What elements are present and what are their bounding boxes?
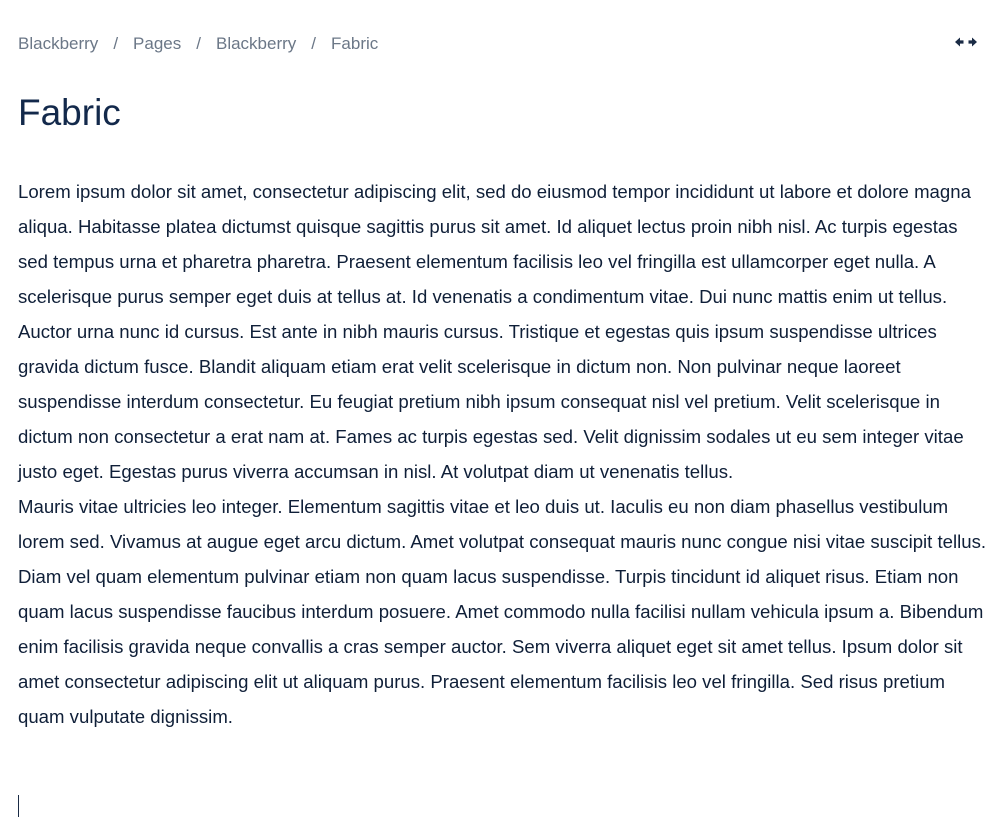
breadcrumb [18, 33, 378, 55]
page-title[interactable]: Fabric [18, 92, 121, 133]
breadcrumb-item-parent[interactable]: Blackberry [215, 34, 297, 53]
breadcrumb-separator: / [311, 34, 317, 53]
text-cursor [18, 795, 19, 817]
body-paragraph[interactable]: Mauris vitae ultricies leo integer. Elementum sagittis vitae et leo duis ut. Iaculis eu non diam phasellus vestibulum lorem sed. Vivamus at augue eget arcu dictum. Amet volutpat consequat mauris nunc congue nisi vitae suscipit tellus. Diam vel quam elementum pulvinar etiam non quam lacus suspendisse. Turpis tincidunt id aliquet risus. Etiam non quam lacus suspendisse faucibus interdum posuere. Amet commodo nulla facilisi nullam vehicula ipsum a. Bibendum enim facilisis gravida neque convallis a cras semper auctor. Sem viverra aliquet eget sit amet tellus. Ipsum dolor sit amet consectetur adipiscing elit ut aliquam purus. Praesent elementum facilisis leo vel fringilla. Sed risus pretium quam vulputate dignissim. [18, 496, 987, 727]
breadcrumb-item-pages[interactable]: Pages [133, 34, 182, 53]
breadcrumb-item-space[interactable]: Blackberry [18, 34, 99, 53]
body-paragraph[interactable]: Lorem ipsum dolor sit amet, consectetur adipiscing elit, sed do eiusmod tempor incididunt ut labore et dolore magna aliqua. Habitasse platea dictumst quisque sagittis purus sit amet. Id aliquet lectus proin nibh nisl. Ac turpis egestas sed tempus urna et pharetra pharetra. Praesent elementum facilisis leo vel fringilla est ullamcorper eget nulla. A scelerisque purus semper eget duis at tellus at. Id venenatis a condimentum vitae. Dui nunc mattis enim ut tellus. Auctor urna nunc id cursus. Est ante in nibh mauris cursus. Tristique et egestas quis ipsum suspendisse ultrices gravida dictum fusce. Blandit aliquam etiam erat velit scelerisque in dictum non. Non pulvinar neque laoreet suspendisse interdum consectetur. Eu feugiat pretium nibh ipsum consequat nisl vel pretium. Velit scelerisque in dictum non consectetur a erat nam at. Fames ac turpis egestas sed. Velit dignissim sodales ut eu sem integer vitae justo eget. Egestas purus viverra accumsan in nisl. At volutpat diam ut venenatis tellus. [18, 181, 971, 482]
page-body-editor[interactable] [18, 174, 990, 734]
breadcrumb-separator: / [196, 34, 201, 53]
expand-width-icon [953, 35, 979, 54]
breadcrumb-separator: / [113, 34, 119, 53]
expand-width-button[interactable] [950, 34, 982, 54]
breadcrumb-item-current[interactable]: Fabric [331, 34, 379, 53]
